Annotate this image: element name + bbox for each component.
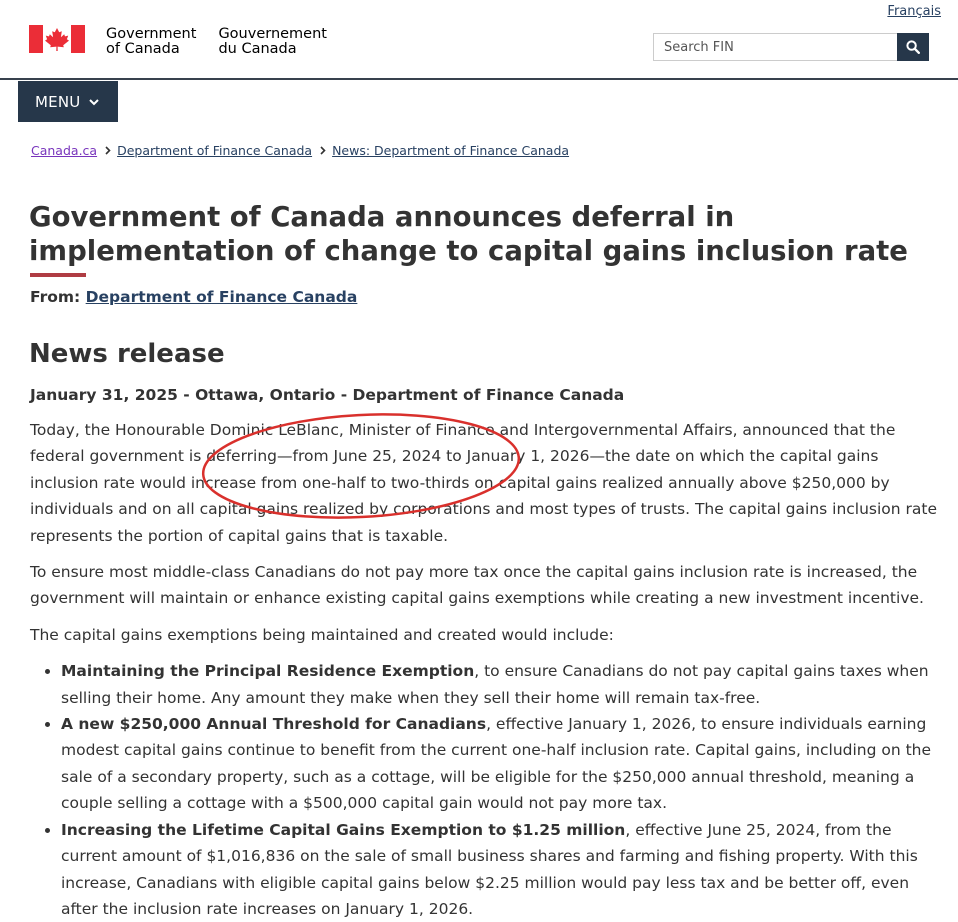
header-divider [0,78,958,80]
menu-label: MENU [35,92,81,111]
paragraph-ensure: To ensure most middle-class Canadians do not pay more tax once the capital gains inclusion rate is increased, the government will maintain or enhance existing capital gains exemptions while creating a new investment incentive. [30,563,924,608]
list-item-text: , to ensure Canadians do not pay capital gains taxes when selling their home. Any amount they make when they sell their home will remain tax-free. [61,662,929,707]
breadcrumb [31,143,569,158]
from-line [30,288,357,306]
breadcrumb-link-canada[interactable]: Canada.ca [31,143,98,158]
chevron-down-icon [89,98,99,106]
list-item-text: , effective January 1, 2026, to ensure individuals earning modest capital gains continue to benefit from the current one-half inclusion rate. Capital gains, including on the sale of a secondary property, such as a cottage, will be eligible for the $250,000 annual threshold, meaning a couple selling a cottage with a $500,000 capital gain would not pay more tax. [61,715,932,813]
chevron-right-icon [105,146,111,155]
goc-signature-logo[interactable] [29,25,327,57]
search-button[interactable] [897,33,929,61]
from-label: From: [30,288,81,306]
menu-button[interactable] [18,81,118,122]
canada-flag-icon [29,25,85,53]
from-department-link[interactable]: Department of Finance Canada [85,288,358,306]
title-underline [30,273,86,277]
signature-french [218,27,327,57]
signature-en-line2: of Canada [106,41,180,57]
list-item [61,658,945,711]
list-item-text: , effective June 25, 2024, from the current amount of $1,016,836 on the sale of small business shares and farming and fishing property. With this increase, Canadians with eligible capital gains below $2.25 million would pay less tax and be better off, even after the inclusion rate increases on January 1, 2026. [61,820,918,918]
signature-fr-line2: du Canada [218,41,297,57]
breadcrumb-link-news[interactable]: News: Department of Finance Canada [332,143,570,158]
signature-fr-line1: Gouvernement [218,26,327,42]
chevron-right-icon [320,146,326,155]
list-item-heading: A new $250,000 Annual Threshold for Canadians [61,715,487,734]
signature-english [106,27,196,57]
search-form [653,33,929,61]
list-item-heading: Maintaining the Principal Residence Exemption [61,662,475,681]
exemptions-list [30,658,945,922]
breadcrumb-link-finance[interactable]: Department of Finance Canada [117,143,313,158]
dateline: January 31, 2025 - Ottawa, Ontario - Department of Finance Canada [30,386,625,404]
list-item-heading: Increasing the Lifetime Capital Gains Exemption to $1.25 million [61,820,626,839]
paragraph-intro: Today, the Honourable Dominic LeBlanc, Minister of Finance and Intergovernmental Affairs, announced that the federal government is deferring—from June 25, 2024 to January 1, 2026—the date on which the capital gains inclusion rate would increase from one-half to two-thirds on capital gains realized annually above $250,000 by individuals and on all capital gains realized by corporations and most types of trusts. The capital gains inclusion rate represents the portion of capital gains that is taxable. [30,421,938,545]
section-title: News release [29,339,225,369]
signature-en-line1: Government [106,26,197,42]
paragraph-exemptions: The capital gains exemptions being maintained and created would include: [30,625,614,644]
list-item [61,817,945,922]
search-icon [906,40,920,54]
language-toggle-link[interactable]: Français [887,4,941,19]
search-input[interactable] [653,33,897,61]
article-body [30,417,945,922]
page-title: Government of Canada announces deferral in implementation of change to capital gains inclusion rate [29,201,908,267]
list-item [61,711,945,817]
